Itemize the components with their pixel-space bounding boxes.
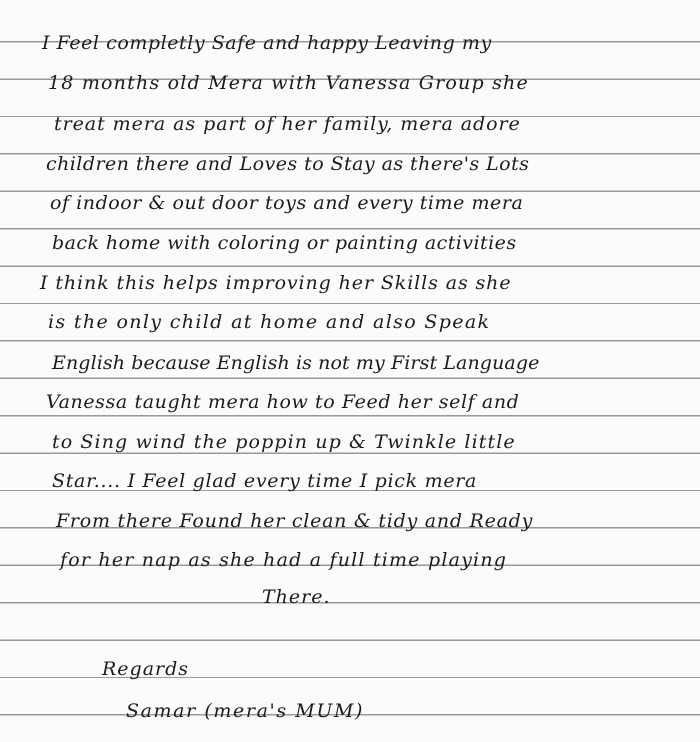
letter-line: I Feel completly Safe and happy Leaving my (42, 32, 492, 54)
letter-line: to Sing wind the poppin up & Twinkle little (52, 431, 516, 453)
closing-regards: Regards (102, 658, 190, 680)
letter-line: English because English is not my First Language (52, 352, 540, 374)
letter-line: Vanessa taught mera how to Feed her self and (46, 391, 520, 413)
letter-line: children there and Loves to Stay as there's Lots (46, 153, 530, 175)
letter-line: I think this helps improving her Skills as she (40, 272, 512, 294)
signature: Samar (mera's MUM) (126, 700, 365, 722)
letter-line: From there Found her clean & tidy and Ready (56, 510, 534, 532)
letter-line: for her nap as she had a full time playing (60, 549, 508, 571)
letter-line: 18 months old Mera with Vanessa Group she (48, 72, 529, 94)
letter-line: There. (262, 586, 331, 608)
letter-line: treat mera as part of her family, mera adore (54, 113, 521, 135)
letter-line: back home with coloring or painting activities (52, 232, 517, 254)
letter-line: of indoor & out door toys and every time mera (50, 192, 524, 214)
letter-line: Star.... I Feel glad every time I pick mera (52, 470, 478, 492)
letter-line: is the only child at home and also Speak (48, 311, 491, 333)
